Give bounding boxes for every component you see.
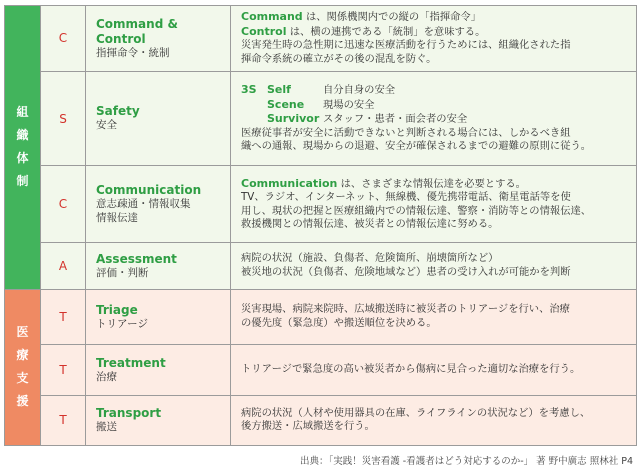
table-row — [5, 289, 637, 345]
row-name-en: Assessment — [96, 251, 177, 266]
row-name-en: Communication — [96, 183, 202, 198]
row-description: Command は、関係機関内での縦の「指揮命令」 Control は、横の連携である「統制」を意味する。 災害発生時の急性期に迅速な医療活動を行うためには、組織化された指 揮命令系統の確立がその後の混乱を防ぐ。 — [231, 6, 637, 72]
row-description: Communication は、さまざまな情報伝達を必要とする。 TV、ラジオ、インターネット、無線機、優先携帯電話、衛星電話等を使 用し、現状の把握と医療組織内での情報伝達、警察・消防等との情報伝達、 救援機関との情報伝達、被災者との情報伝達に努める。 — [231, 166, 637, 243]
row-name-cell — [86, 345, 231, 395]
row-description: 病院の状況（人材や使用器具の在庫、ライフラインの状況など）を考慮し、 後方搬送・広域搬送を行う。 — [231, 395, 637, 445]
row-name-en: Triage — [96, 302, 138, 317]
table-row — [5, 345, 637, 395]
row-letter: C — [41, 166, 86, 243]
safety-3s-item: Scene 現場の安全 — [267, 97, 375, 111]
row-name-ja: トリアージ — [96, 317, 148, 330]
row-name-ja: 指揮命令・統制 — [96, 46, 170, 59]
row-name-cell — [86, 6, 231, 72]
group-label-organization: 組 織 体 制 — [5, 6, 41, 290]
table-row — [5, 6, 637, 72]
row-name-ja: 搬送 — [96, 421, 117, 433]
row-letter: S — [41, 71, 86, 166]
row-name-cell — [86, 289, 231, 345]
row-name-cell — [86, 395, 231, 445]
row-name-en: Command & Control — [96, 16, 178, 46]
row-name-ja: 治療 — [96, 370, 117, 383]
row-name-cell — [86, 243, 231, 289]
csca-ttt-table — [4, 5, 637, 446]
row-letter: C — [41, 6, 86, 72]
row-name-ja: 意志疎通・情報収集 — [96, 198, 191, 211]
group-label-medical-support: 医 療 支 援 — [5, 289, 41, 445]
row-description: トリアージで緊急度の高い被災者から傷病に見合った適切な治療を行う。 — [231, 345, 637, 395]
row-name-en: Transport — [96, 406, 162, 420]
row-description: 災害現場、病院来院時、広域搬送時に被災者のトリアージを行い、治療 の優先度（緊急度）や搬送順位を決める。 — [231, 289, 637, 345]
table-row — [5, 395, 637, 445]
safety-3s-item: Survivor スタッフ・患者・面会者の安全 — [267, 112, 468, 126]
row-name-cell — [86, 166, 231, 243]
row-letter: T — [41, 289, 86, 345]
row-letter: T — [41, 345, 86, 395]
source-citation: 出典：「実践！災害看護 ‐看護者はどう対応するのか‐」 著 野中廣志 照林社 P4 — [300, 456, 633, 467]
row-name-en: Treatment — [96, 355, 166, 370]
safety-3s-item: 3S Self 自分自身の安全 — [241, 83, 396, 97]
table-row — [5, 71, 637, 166]
row-letter: A — [41, 243, 86, 289]
row-name-en: Safety — [96, 104, 140, 119]
row-name-cell — [86, 71, 231, 166]
table-row — [5, 166, 637, 243]
row-name-ja: 安全 — [96, 119, 117, 132]
row-letter: T — [41, 395, 86, 445]
row-description: 病院の状況（施設、負傷者、危険箇所、崩壊箇所など） 被災地の状況（負傷者、危険地域など）患者の受け入れが可能かを判断 — [231, 243, 637, 289]
row-name-ja: 情報伝達 — [96, 211, 138, 224]
table-row — [5, 243, 637, 289]
row-description: 3S Self 自分自身の安全 Scene 現場の安全 Survivor スタッフ・患者・面会者の安全 医療従事者が安全に活動できないと判断される場合には、しかるべき組 織への通報、現場からの退避、安全が確保されるまでの避難の原則に従う。 — [231, 71, 637, 166]
row-name-ja: 評価・判断 — [96, 266, 149, 279]
